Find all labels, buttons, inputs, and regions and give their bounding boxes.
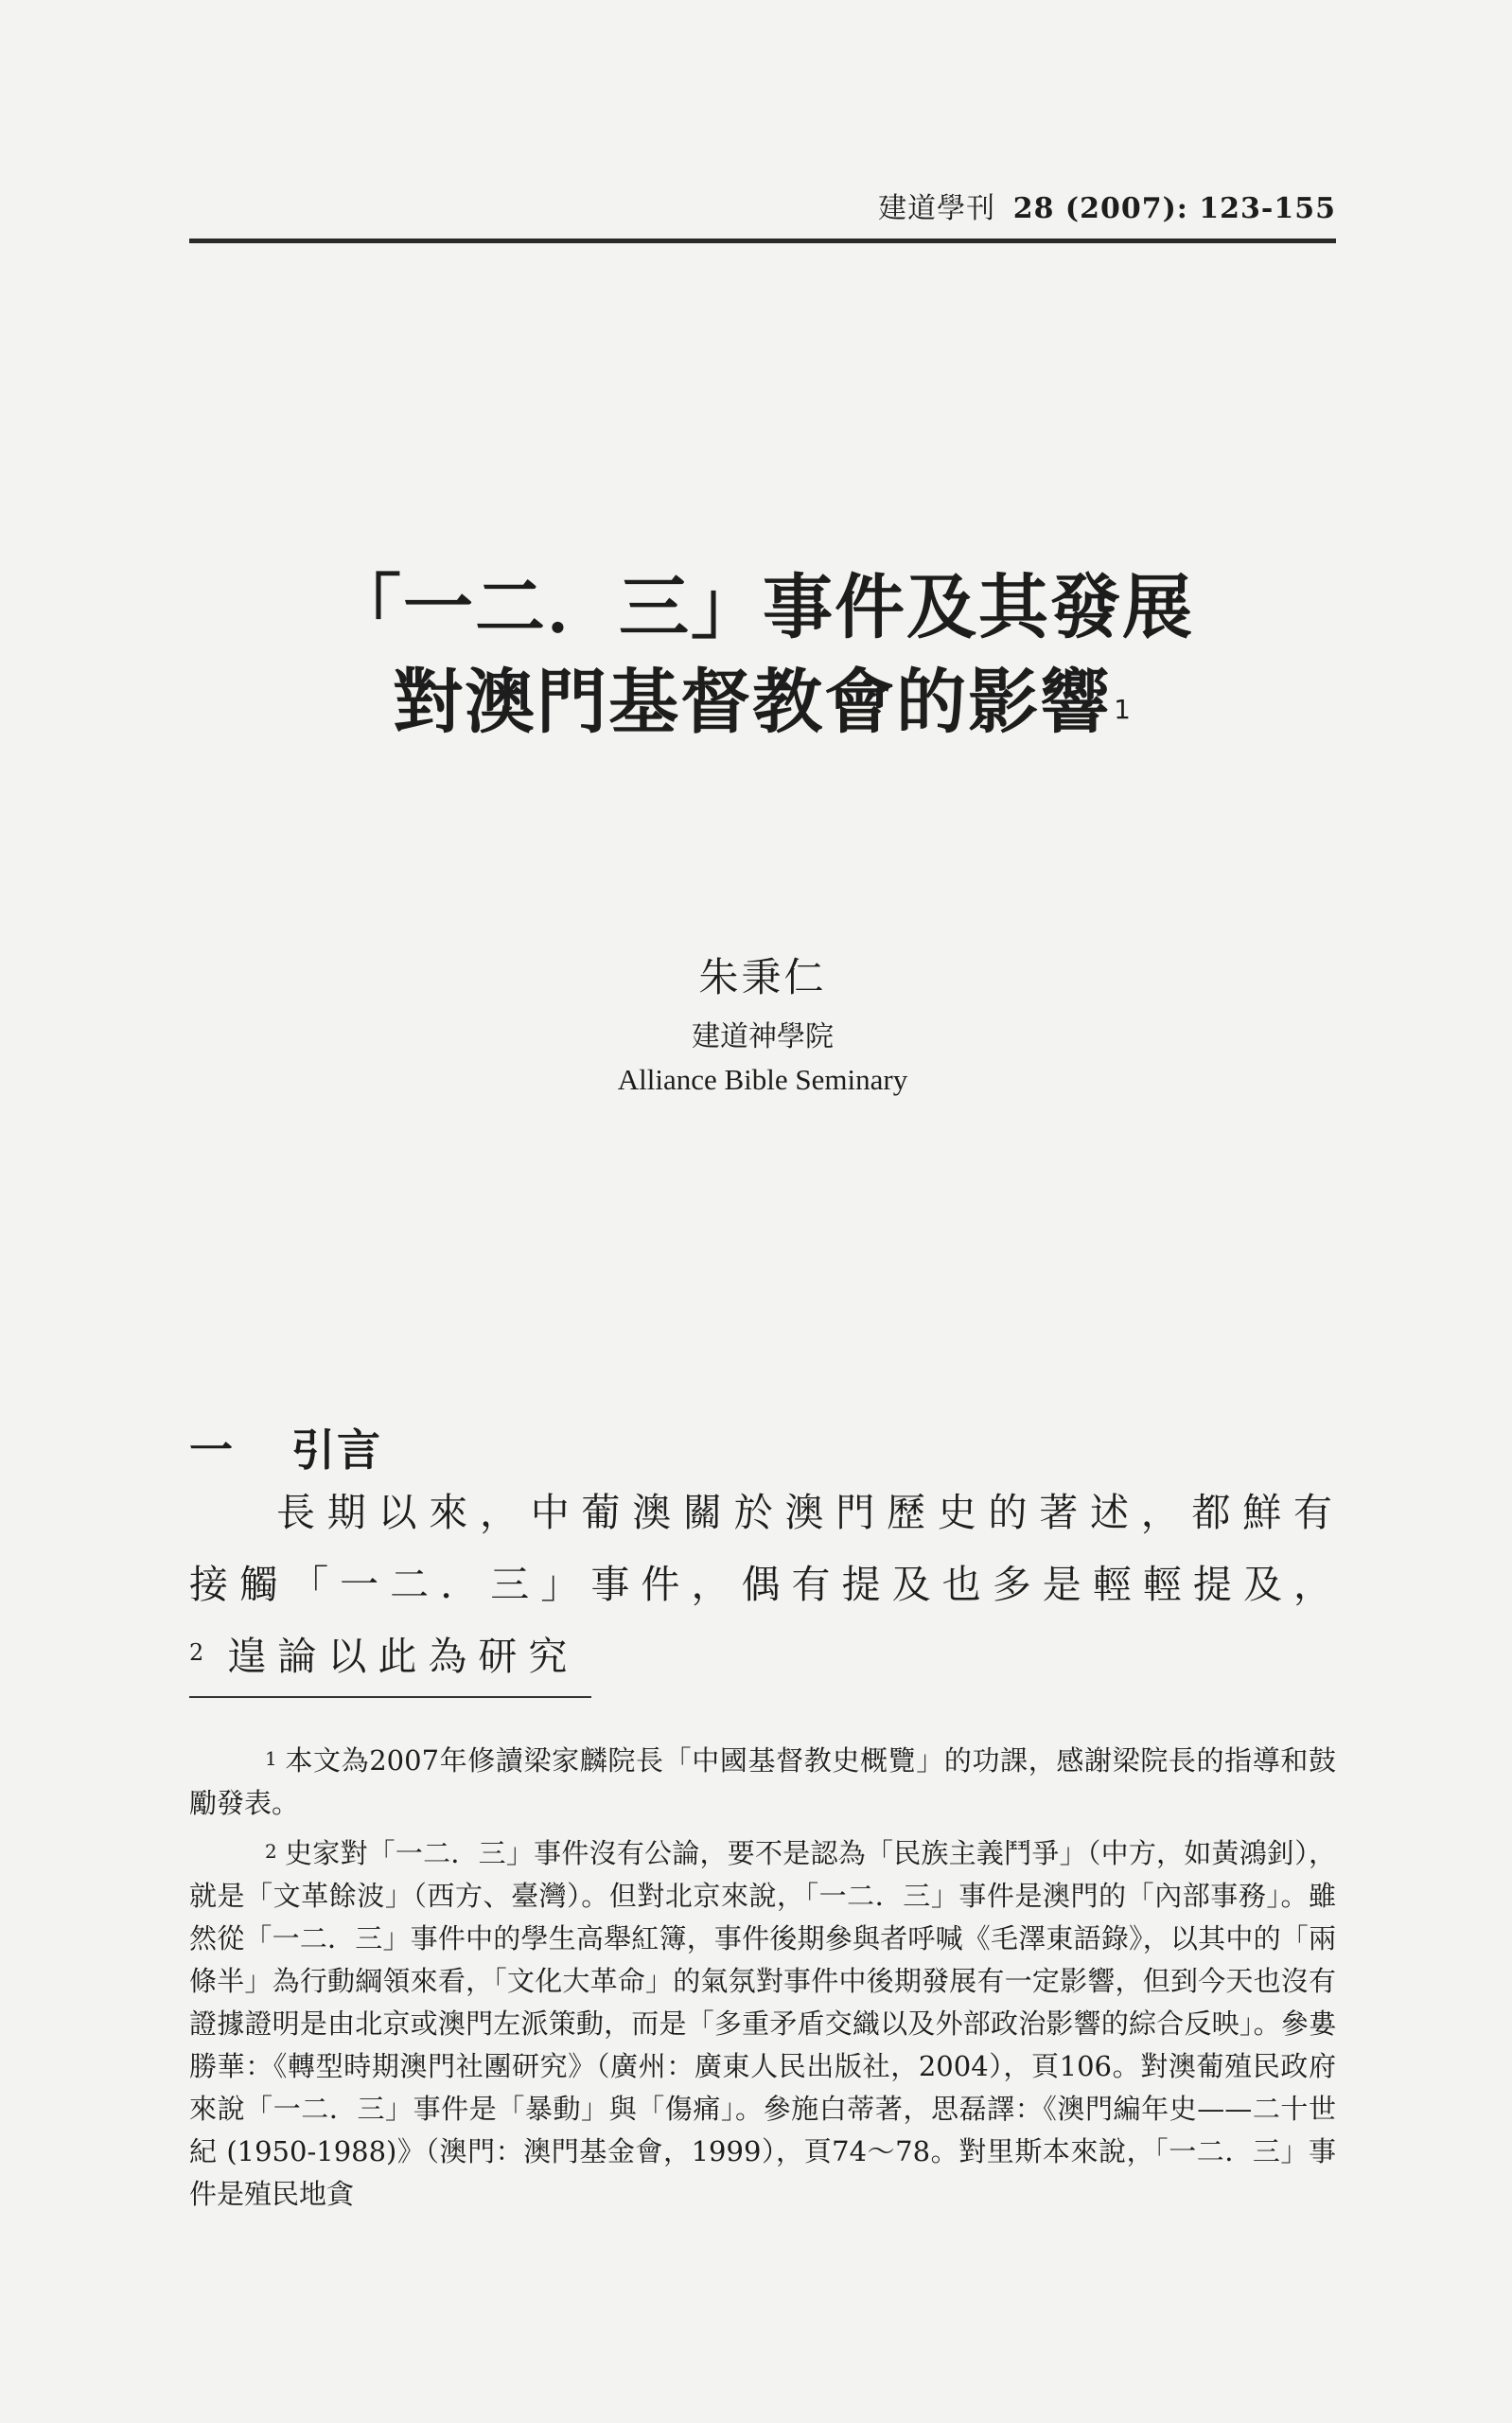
title-line-2-text: 對澳門基督教會的影響 (393, 662, 1113, 743)
section-title: 引言 (291, 1424, 382, 1476)
footnote-2 (189, 1832, 1336, 2216)
title-footnote-ref[interactable]: 1 (1114, 694, 1133, 725)
footnote-rule (189, 1696, 591, 1698)
journal-name: 建道學刊 (878, 192, 996, 225)
intro-text-part1: 長期以來，中葡澳關於澳門歷史的著述，都鮮有接觸「一二．三」事件，偶有提及也多是輕輕提及， (189, 1490, 1344, 1607)
affiliation-english: Alliance Bible Seminary (617, 1063, 908, 1096)
affiliation-chinese: 建道神學院 (692, 1020, 834, 1053)
footnote-1-marker: 1 (265, 1747, 277, 1770)
header-rule (189, 239, 1336, 243)
article-title (189, 560, 1336, 750)
intro-footnote-ref[interactable]: 2 (189, 1639, 204, 1666)
section-number: 一 (189, 1424, 235, 1476)
section-heading (189, 1416, 382, 1478)
author-name: 朱秉仁 (698, 954, 827, 1000)
intro-paragraph (189, 1477, 1344, 1692)
journal-citation: 28 (2007): 123-155 (1012, 192, 1336, 225)
title-line-1: 「一二．三」事件及其發展 (331, 567, 1194, 648)
title-line-2 (189, 655, 1336, 750)
running-header (189, 185, 1336, 226)
footnote-2-marker: 2 (265, 1840, 277, 1863)
intro-text-part2: 遑論以此為研究 (203, 1634, 579, 1679)
footnote-2-text: 史家對「一二．三」事件沒有公論，要不是認為「民族主義鬥爭」（中方，如黃鴻釗），就是「文革餘波」（西方、臺灣）。但對北京來說，「一二．三」事件是澳門的「內部事務」。雖然從「一二．三」事件中的學生高舉紅簿，事件後期參與者呼喊《毛澤東語錄》，以其中的「兩條半」為行動綱領來看，「文化大革命」的氣氛對事件中後期發展有一定影響，但到今天也沒有證據證明是由北京或澳門左派策動，而是「多重矛盾交織以及外部政治影響的綜合反映」。參婁勝華：《轉型時期澳門社團研究》（廣州：廣東人民出版社，2004），頁106。對澳葡殖民政府來說「一二．三」事件是「暴動」與「傷痛」。參施白蒂著，思磊譯：《澳門編年史——二十世紀 (1950-1988)》（澳門：澳門基金會，1999），頁74～78。對里斯本來說，「一二．三」事件是殖民地貪 (189, 1837, 1336, 2210)
footnote-1-text: 本文為2007年修讀梁家麟院長「中國基督教史概覽」的功課，感謝梁院長的指導和鼓勵發表。 (189, 1744, 1336, 1819)
footnote-1 (189, 1740, 1336, 1825)
